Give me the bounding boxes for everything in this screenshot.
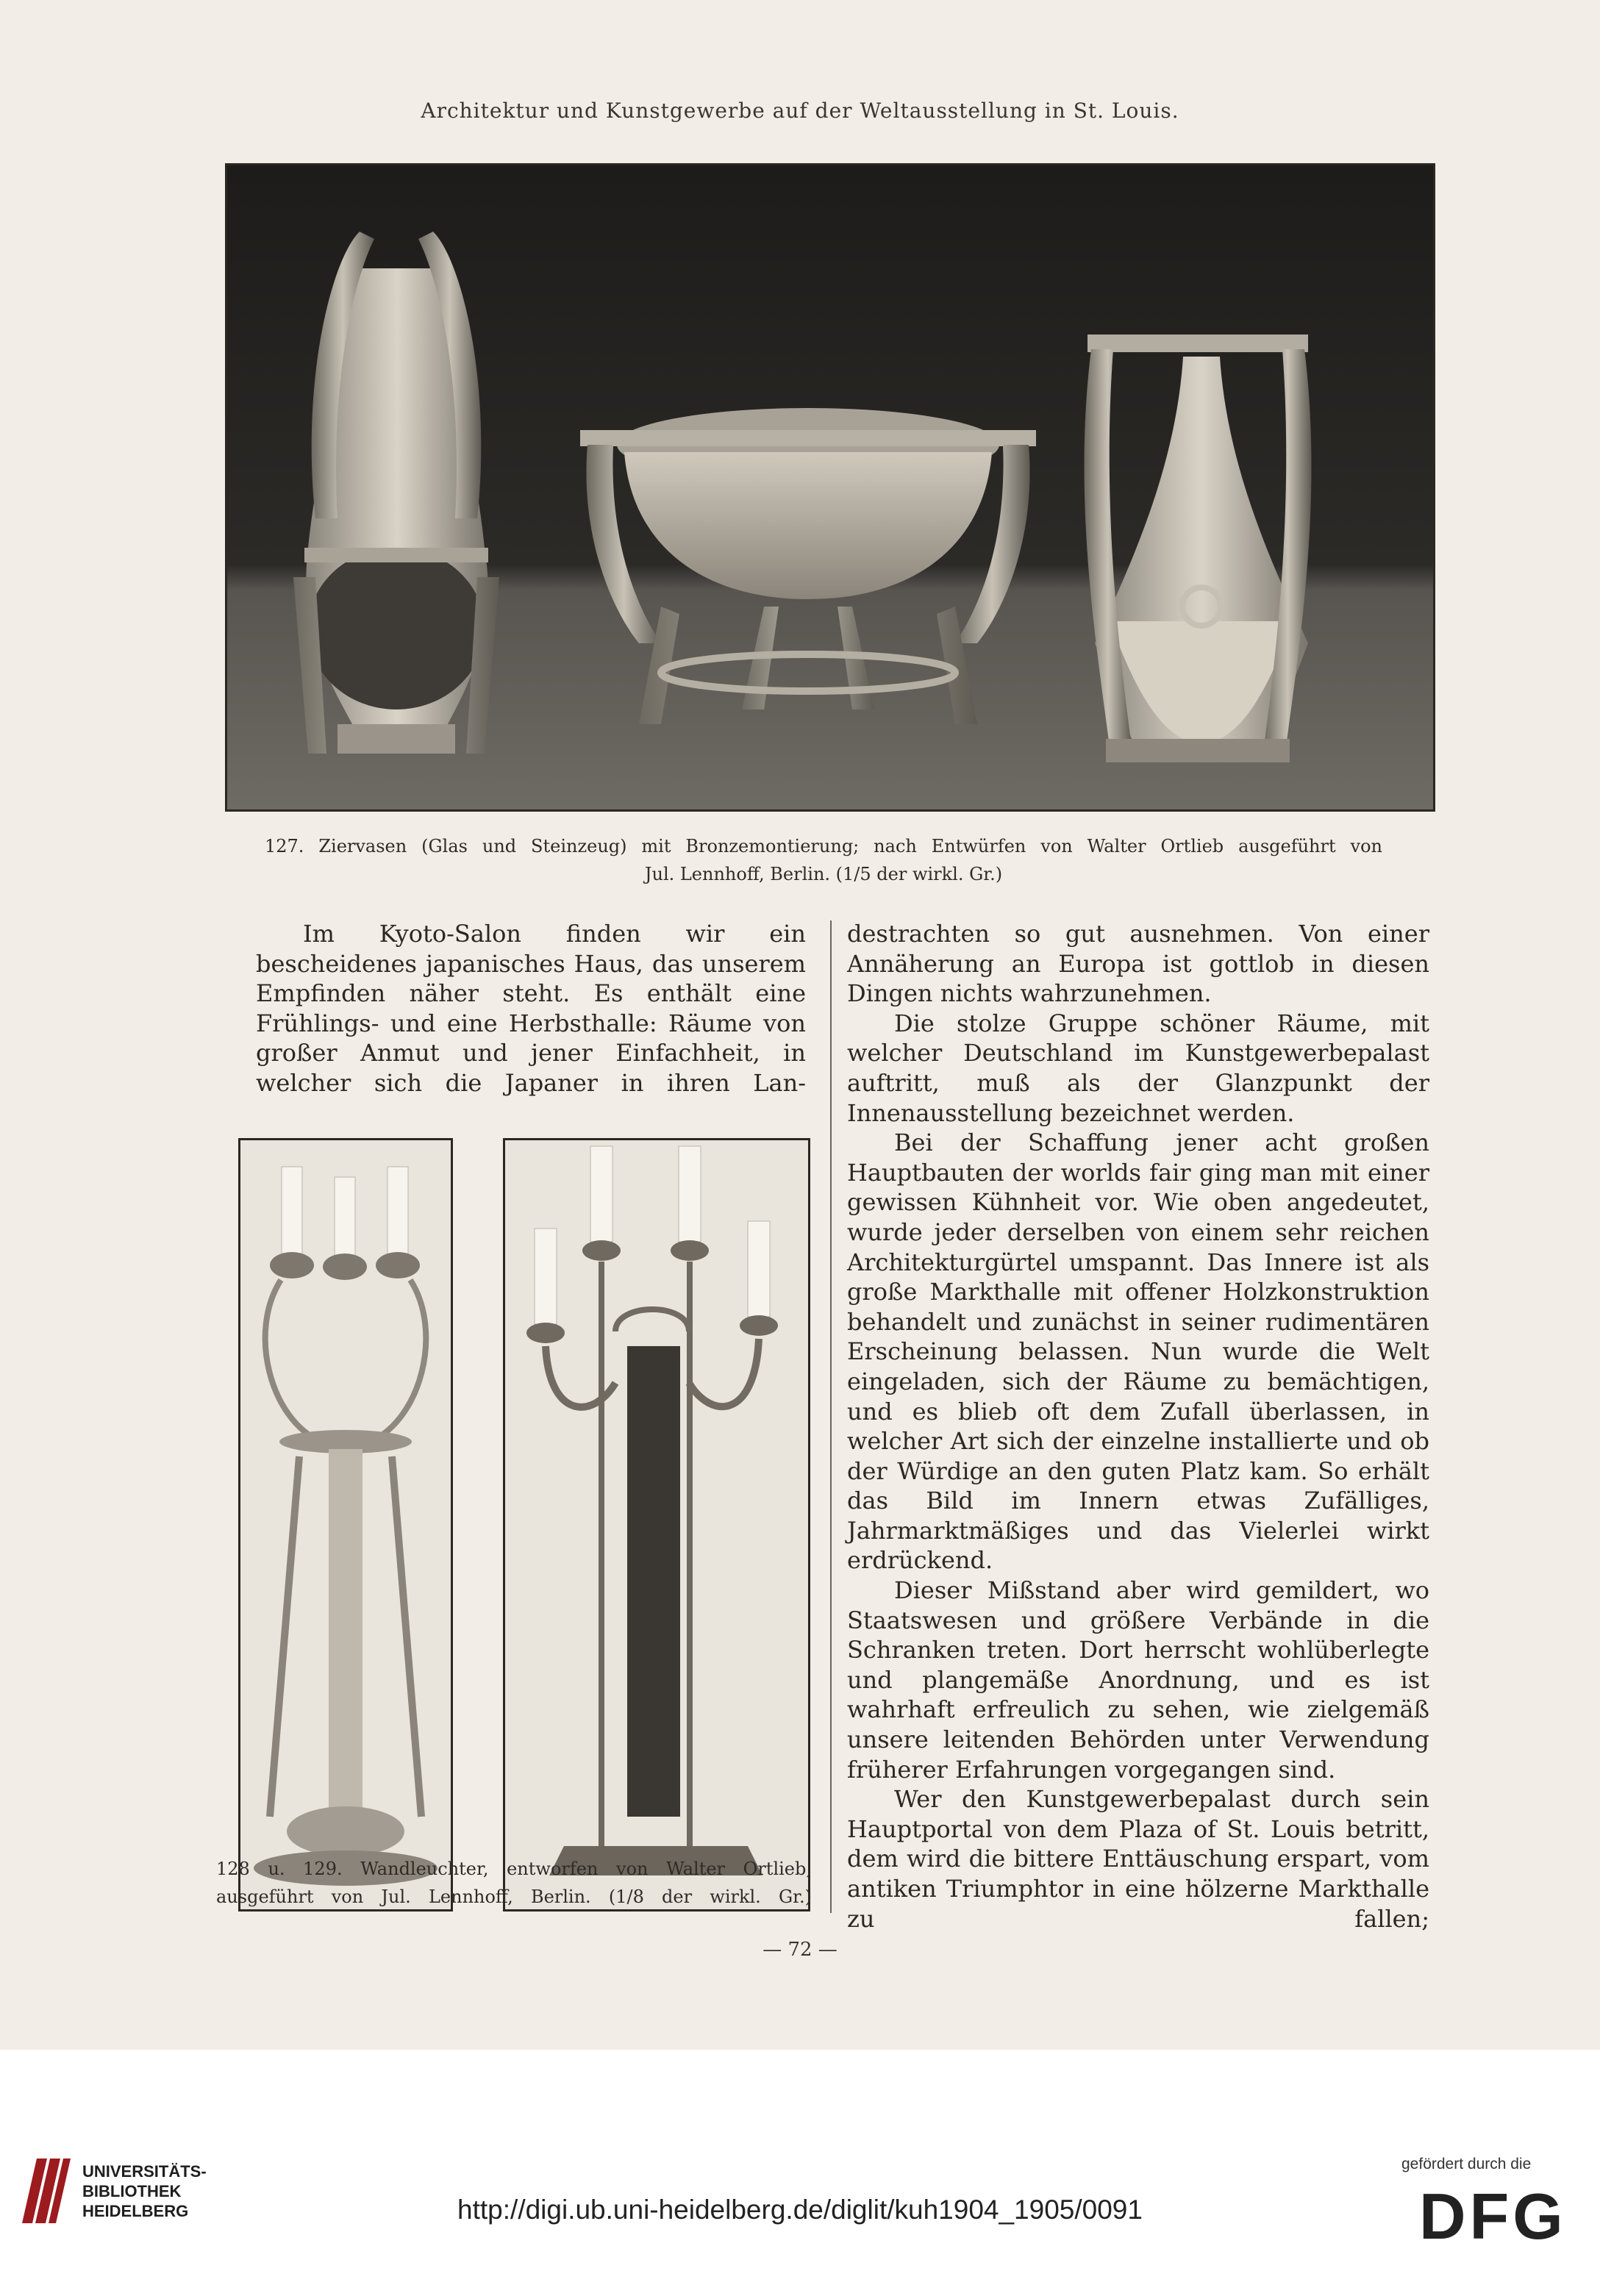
right-column xyxy=(847,919,1429,1934)
running-header: Architektur und Kunstgewerbe auf der Weltausstellung in St. Louis. xyxy=(421,99,1179,123)
figure-128-photo xyxy=(238,1138,453,1911)
candlestick-129-illustration xyxy=(505,1140,808,1909)
right-column-paragraph5: Wer den Kunstgewerbepalast durch sein Hauptportal von dem Plaza of St. Louis betritt, dem wird die bittere Enttäuschung erspart, vom antiken Triumphtor in eine hölzerne Markthalle zu fallen; xyxy=(847,1785,1429,1933)
candlestick-128-illustration xyxy=(240,1140,451,1909)
library-name-line2: BIBLIOTHEK xyxy=(82,2182,182,2200)
left-column xyxy=(256,919,806,1098)
vases-illustration xyxy=(227,165,1433,809)
figure-129-photo xyxy=(503,1138,810,1911)
figure-128-129-caption-line2: ausgeführt von Jul. Lennhoff, Berlin. (1/8 der wirkl. Gr.) xyxy=(216,1886,812,1907)
left-column-paragraph: Im Kyoto-Salon finden wir ein bescheidenes japanisches Haus, das unserem Empfinden näher steht. Es enthält eine Frühlings- und eine Herbsthalle: Räume von großer Anmut und jener Einfachheit, in welcher sich die Japaner in ihren Lan- xyxy=(256,920,806,1097)
figure-128-129-caption xyxy=(216,1855,812,1911)
source-url-link[interactable]: http://digi.ub.uni-heidelberg.de/diglit/kuh1904_1905/0091 xyxy=(457,2195,1143,2225)
right-column-paragraph4: Dieser Mißstand aber wird gemildert, wo Staatswesen und größere Verbände in die Schranken treten. Dort herrscht wohlüberlegte und plangemäße Anordnung, und es ist wahrhaft erfreulich zu sehen, wie zielgemäß unsere leitenden Behörden unter Verwendung früherer Erfahrungen vorgegangen sind. xyxy=(847,1576,1429,1784)
library-name-line1: UNIVERSITÄTS- xyxy=(82,2162,207,2181)
footer-band xyxy=(0,2050,1600,2296)
column-divider xyxy=(830,920,832,1913)
library-name-line3: HEIDELBERG xyxy=(82,2202,189,2220)
figure-128-129-caption-line1: 128 u. 129. Wandleuchter, entworfen von Walter Ortlieb, xyxy=(216,1859,812,1879)
figure-127-caption xyxy=(265,832,1382,888)
figure-127-caption-line2: Jul. Lennhoff, Berlin. (1/5 der wirkl. Gr.) xyxy=(644,864,1003,884)
right-column-paragraph3: Bei der Schaffung jener acht großen Hauptbauten der worlds fair ging man mit einer gewissen Kühnheit vor. Wie oben angedeutet, wurde jeder derselben von einem sehr reichen Architekturgürtel umspannt. Das Innere ist als große Markthalle mit offener Holzkonstruktion behandelt und zunächst in seiner rudimentären Erscheinung belassen. Nun wurde die Welt eingeladen, sich der Räume zu bemächtigen, und es blieb oft dem Zufall überlassen, in welcher Art sich der einzelne installierte und ob der Würdige an den guten Platz kam. So erhält das Bild im Innern etwas Zufälliges, Jahrmarktmäßiges und das Vielerlei wirkt erdrückend. xyxy=(847,1129,1429,1575)
page-number: — 72 — xyxy=(762,1939,838,1961)
figure-127-photo xyxy=(225,163,1435,812)
right-column-paragraph2: Die stolze Gruppe schöner Räume, mit welcher Deutschland im Kunstgewerbepalast auftritt, muß als der Glanzpunkt der Innenausstellung bezeichnet werden. xyxy=(847,1009,1429,1127)
dfg-logo: DFG xyxy=(1419,2180,1567,2253)
funding-text: gefördert durch die xyxy=(1401,2156,1532,2172)
right-column-paragraph1: destrachten so gut ausnehmen. Von einer Annäherung an Europa ist gottlob in diesen Dingen nichts wahrzunehmen. xyxy=(847,920,1429,1008)
figure-127-caption-line1: 127. Ziervasen (Glas und Steinzeug) mit Bronzemontierung; nach Entwürfen von Walter Ortlieb ausgeführt von xyxy=(265,836,1382,856)
